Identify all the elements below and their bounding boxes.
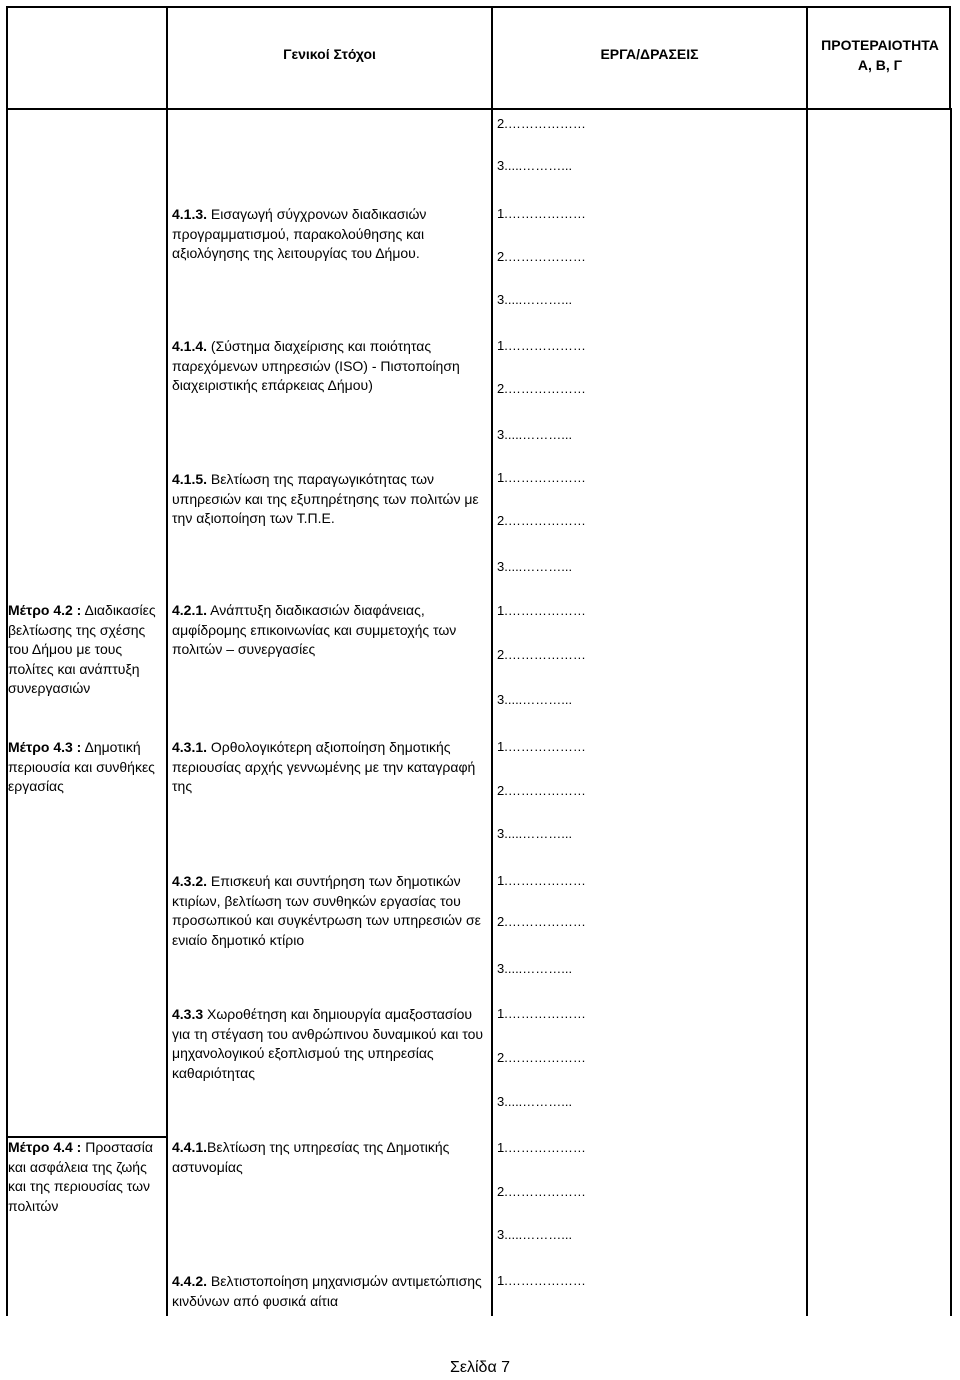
action-code: 4.3.2. xyxy=(172,873,208,889)
dots-1: 1.……………… xyxy=(497,206,586,221)
action-text: (Σύστημα διαχείρισης και ποιότητας παρεχόμενων υπηρεσιών (ISO) - Πιστοποίηση διαχειριστικής επάρκειας Δήμου) xyxy=(172,338,460,393)
action-code: 4.2.1. xyxy=(172,602,208,618)
col-actions-header: ΕΡΓΑ/ΔΡΑΣΕΙΣ xyxy=(600,46,699,62)
dots-2: 2.……………… xyxy=(497,914,586,929)
body-col-divider xyxy=(806,108,808,1316)
col-goals-header: Γενικοί Στόχοι xyxy=(283,46,376,62)
top-dots-2: 2.……………… xyxy=(497,116,586,131)
action-4-1-5 xyxy=(172,470,494,529)
dots-1: 1.……………… xyxy=(497,470,586,485)
dots-1: 1.……………… xyxy=(497,1273,586,1288)
action-text: Επισκευή και συντήρηση των δημοτικών κτιρίων, βελτίωση των συνθηκών εργασίας του προσωπικού και συγκέντρωση των υπηρεσιών σε ενιαίο δημοτικό κτίριο xyxy=(172,873,481,948)
measure-4-2 xyxy=(8,601,162,735)
action-text: Βελτίωση της παραγωγικότητας των υπηρεσιών και της εξυπηρέτησης των πολιτών με την αξιοποίηση των Τ.Π.Ε. xyxy=(172,471,479,526)
dots-3: 3.....………... xyxy=(497,292,573,307)
dots-3: 3.....………... xyxy=(497,559,573,574)
action-4-1-3 xyxy=(172,205,488,264)
dots-3: 3.....………... xyxy=(497,427,573,442)
measure-text: Διαδικασίες βελτίωσης της σχέσης του Δήμου με τους πολίτες και ανάπτυξη συνεργασιών xyxy=(8,602,156,696)
body-right-border xyxy=(950,108,952,1316)
dots-3: 3.....………... xyxy=(497,1227,573,1242)
dots-2: 2.……………… xyxy=(497,381,586,396)
measure-4-3 xyxy=(8,738,162,797)
dots-2: 2.……………… xyxy=(497,249,586,264)
dots-1: 1.……………… xyxy=(497,1006,586,1021)
measure-text: Δημοτική περιουσία και συνθήκες εργασίας xyxy=(8,739,155,794)
dots-1: 1.……………… xyxy=(497,739,586,754)
action-4-1-4 xyxy=(172,337,494,396)
action-4-3-3 xyxy=(172,1005,488,1083)
action-text: Βελτιστοποίηση μηχανισμών αντιμετώπισης κινδύνων από φυσικά αίτια xyxy=(172,1273,482,1309)
action-code: 4.1.5. xyxy=(172,471,208,487)
measure-title: Μέτρο 4.4 : xyxy=(8,1139,82,1155)
top-dots-3: 3.....………... xyxy=(497,158,573,173)
dots-2: 2.……………… xyxy=(497,1184,586,1199)
action-4-3-1 xyxy=(172,738,488,797)
dots-2: 2.……………… xyxy=(497,647,586,662)
action-4-2-1 xyxy=(172,601,488,660)
dots-1: 1.……………… xyxy=(497,1140,586,1155)
dots-1: 1.……………… xyxy=(497,873,586,888)
action-code: 4.3.1. xyxy=(172,739,208,755)
action-code: 4.1.3. xyxy=(172,206,208,222)
measure-4-4 xyxy=(8,1138,164,1216)
body-col-divider xyxy=(166,108,168,1316)
action-code: 4.1.4. xyxy=(172,338,208,354)
measure-title: Μέτρο 4.3 : xyxy=(8,739,82,755)
col-priority-line1: ΠΡΟΤΕΡΑΙΟΤΗΤΑ xyxy=(821,37,939,53)
dots-3: 3.....………... xyxy=(497,826,573,841)
col-priority-line2: Α, Β, Γ xyxy=(857,57,903,73)
action-text: Ανάπτυξη διαδικασιών διαφάνειας, αμφίδρομης επικοινωνίας και συμμετοχής των πολιτών – συνεργασίες xyxy=(172,602,457,657)
measure-title: Μέτρο 4.2 : xyxy=(8,602,82,618)
action-4-4-2 xyxy=(172,1272,488,1311)
action-text: Ορθολογικότερη αξιοποίηση δημοτικής περιουσίας αρχής γεννωμένης με την καταγραφή της xyxy=(172,739,476,794)
action-code: 4.4.1. xyxy=(172,1139,208,1155)
dots-2: 2.……………… xyxy=(497,783,586,798)
dots-1: 1.……………… xyxy=(497,603,586,618)
dots-1: 1.……………… xyxy=(497,338,586,353)
action-code: 4.3.3 xyxy=(172,1006,204,1022)
dots-2: 2.……………… xyxy=(497,1050,586,1065)
dots-3: 3.....………... xyxy=(497,1094,573,1109)
col-priority-header xyxy=(808,37,952,73)
dots-3: 3.....………... xyxy=(497,692,573,707)
dots-3: 3.....………... xyxy=(497,961,573,976)
action-4-4-1 xyxy=(172,1138,488,1177)
body-col-divider xyxy=(491,108,493,1316)
action-text: Βελτίωση της υπηρεσίας της Δημοτικής αστυνομίας xyxy=(172,1139,450,1175)
action-4-3-2 xyxy=(172,872,488,950)
action-text: Εισαγωγή σύγχρονων διαδικασιών προγραμματισμού, παρακολούθησης και αξιολόγησης της λειτουργίας του Δήμου. xyxy=(172,206,427,261)
measure-text: Προστασία και ασφάλεια της ζωής και της περιουσίας των πολιτών xyxy=(8,1139,154,1214)
page-number: Σελίδα 7 xyxy=(449,1359,511,1376)
dots-2: 2.……………… xyxy=(497,513,586,528)
action-text: Χωροθέτηση και δημιουργία αμαξοστασίου για τη στέγαση του ανθρώπινου δυναμικού και του μηχανολογικού εξοπλισμού της υπηρεσίας καθαριότητας xyxy=(172,1006,484,1081)
action-code: 4.4.2. xyxy=(172,1273,208,1289)
